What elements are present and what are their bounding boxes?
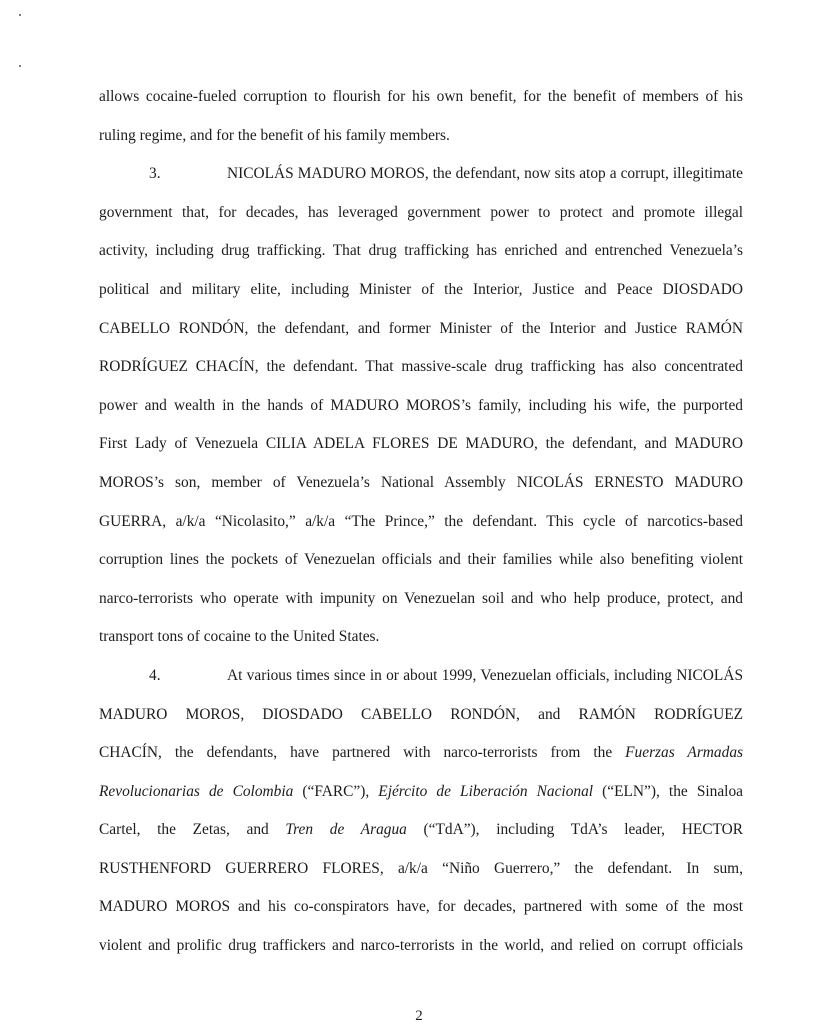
italic-text: Ejército de Liberación Nacional [378, 782, 594, 800]
text-line [99, 779, 743, 818]
text-line [99, 894, 743, 933]
text-segment: allows cocaine-fueled corruption to flourish for his own benefit, for the benefit of members of his [99, 88, 743, 105]
scan-speck [19, 65, 21, 67]
text-line [99, 277, 743, 316]
paragraph-number: 3. [149, 165, 161, 183]
text-segment: violent and prolific drug traffickers and narco-terrorists in the world, and relied on corrupt officials [99, 937, 743, 955]
text-segment: activity, including drug trafficking. That drug trafficking has enriched and entrenched Venezuela’s [99, 242, 743, 260]
text-line [99, 817, 743, 856]
text-line [99, 624, 743, 663]
paragraph-number: 4. [149, 666, 161, 684]
text-segment: narco-terrorists who operate with impunity on Venezuelan soil and who help produce, protect, and [99, 589, 743, 607]
text-line [99, 856, 743, 895]
text-segment: transport tons of cocaine to the United States. [99, 628, 380, 646]
text-segment: CHACÍN, the defendants, have partnered with narco-terrorists from the [99, 744, 626, 762]
text-line [99, 200, 743, 239]
text-segment: GUERRA, a/k/a “Nicolasito,” a/k/a “The Prince,” the defendant. This cycle of narcotics-based [99, 512, 743, 530]
text-line [99, 586, 743, 625]
text-segment: government that, for decades, has leveraged government power to protect and promote illegal [99, 203, 743, 221]
text-segment: Cartel, the Zetas, and [99, 821, 286, 839]
text-line [99, 354, 743, 393]
text-line [99, 431, 743, 470]
text-line [99, 84, 743, 123]
text-segment: First Lady of Venezuela CILIA ADELA FLORES DE MADURO, the defendant, and MADURO [99, 435, 743, 453]
text-segment: RODRÍGUEZ CHACÍN, the defendant. That massive-scale drug trafficking has also concentrated [99, 358, 743, 376]
page-number: 2 [415, 1008, 423, 1024]
text-line [99, 316, 743, 355]
text-segment: political and military elite, including Minister of the Interior, Justice and Peace DIOSDADO [99, 280, 743, 298]
italic-text: Tren de Aragua [285, 821, 407, 839]
text-segment: corruption lines the pockets of Venezuelan officials and their families while also benefiting violent [99, 551, 743, 569]
text-line [99, 123, 743, 162]
italic-text: Fuerzas Armadas [625, 744, 744, 762]
scan-speck [19, 14, 21, 16]
text-line [99, 509, 743, 548]
text-segment: power and wealth in the hands of MADURO MOROS’s family, including his wife, the purported [99, 396, 743, 414]
text-line [99, 161, 743, 200]
text-line [99, 663, 743, 702]
text-segment: MADURO MOROS and his co-conspirators have, for decades, partnered with some of the most [99, 898, 743, 916]
text-segment: RUSTHENFORD GUERRERO FLORES, a/k/a “Niño Guerrero,” the defendant. In sum, [99, 859, 743, 877]
text-line [99, 393, 743, 432]
text-segment: (“ELN”), the Sinaloa [593, 782, 743, 800]
text-line [99, 547, 743, 586]
text-line [99, 238, 743, 277]
document-body [99, 84, 743, 972]
italic-text: Revolucionarias de Colombia [99, 782, 294, 800]
text-line [99, 740, 743, 779]
text-segment: CABELLO RONDÓN, the defendant, and former Minister of the Interior and Justice RAMÓN [99, 319, 743, 337]
text-segment: ruling regime, and for the benefit of his family members. [99, 126, 450, 144]
text-segment: (“TdA”), including TdA’s leader, HECTOR [406, 821, 743, 839]
text-segment: (“FARC”), [293, 782, 379, 800]
text-segment: MADURO MOROS, DIOSDADO CABELLO RONDÓN, and RAMÓN RODRÍGUEZ [99, 705, 743, 723]
text-line [99, 702, 743, 741]
text-line [99, 933, 743, 972]
text-segment: MOROS’s son, member of Venezuela’s National Assembly NICOLÁS ERNESTO MADURO [99, 473, 743, 491]
text-segment: At various times since in or about 1999, Venezuelan officials, including NICOLÁS [227, 666, 743, 684]
text-segment: NICOLÁS MADURO MOROS, the defendant, now sits atop a corrupt, illegitimate [227, 165, 743, 183]
text-line [99, 470, 743, 509]
